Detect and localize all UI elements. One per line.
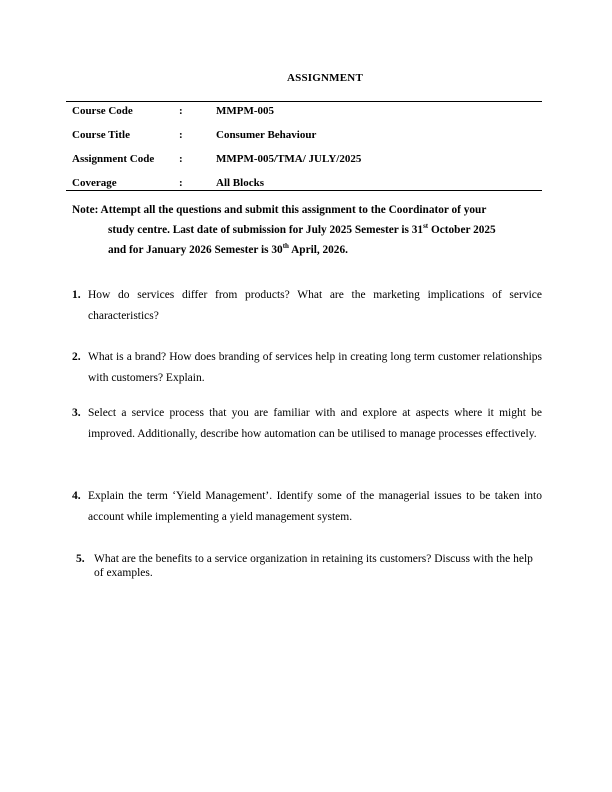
course-info-table [72,103,532,199]
note-line-2 [72,220,542,240]
page-title: ASSIGNMENT [287,72,363,84]
submission-note [72,200,542,260]
course-title-label: Course Title [72,129,130,141]
note-line-3-text: and for January 2026 Semester is 30 [108,244,283,256]
question-3 [72,403,542,445]
note-line-2-end: October 2025 [428,224,496,236]
question-text: Select a service process that you are familiar with and explore at aspects where it might be improved. Additionally, describe how automation can be utilised to manage processes effectively. [88,407,542,440]
question-text: What is a brand? How does branding of services help in creating long term customer relationships with customers? Explain. [88,351,542,384]
note-line-2-superscript: st [423,222,429,231]
question-number: 2. [72,351,81,363]
assignment-code-row [72,151,532,175]
note-line-3-end: April, 2026. [288,244,348,256]
assignment-code-colon: : [179,153,183,165]
note-line-3-superscript: th [282,242,289,251]
top-divider [66,101,542,102]
question-number: 5. [76,553,85,565]
question-text: What are the benefits to a service organization in retaining its customers? Discuss with the help of examples. [94,553,533,579]
question-number: 3. [72,407,81,419]
question-1 [72,285,542,327]
coverage-value: All Blocks [216,177,264,189]
question-number: 1. [72,289,81,301]
question-2 [72,347,542,389]
course-code-colon: : [179,105,183,117]
coverage-colon: : [179,177,183,189]
course-code-row [72,103,532,127]
note-line-1: Note: Attempt all the questions and submit this assignment to the Coordinator of your [72,204,487,216]
coverage-label: Coverage [72,177,117,189]
question-number: 4. [72,490,81,502]
note-line-3 [72,240,542,260]
question-5 [72,552,542,580]
course-title-value: Consumer Behaviour [216,129,317,141]
assignment-code-value: MMPM-005/TMA/ JULY/2025 [216,153,362,165]
course-title-row [72,127,532,151]
course-title-colon: : [179,129,183,141]
bottom-divider [66,190,542,191]
coverage-row [72,175,532,199]
question-text: How do services differ from products? What are the marketing implications of service characteristics? [88,289,542,322]
question-4 [72,486,542,528]
course-code-label: Course Code [72,105,133,117]
note-line-2-text: study centre. Last date of submission for July 2025 Semester is 31 [108,224,424,236]
course-code-value: MMPM-005 [216,105,275,117]
question-text: Explain the term ‘Yield Management’. Identify some of the managerial issues to be taken into account while implementing a yield management system. [88,490,542,523]
assignment-code-label: Assignment Code [72,153,155,165]
